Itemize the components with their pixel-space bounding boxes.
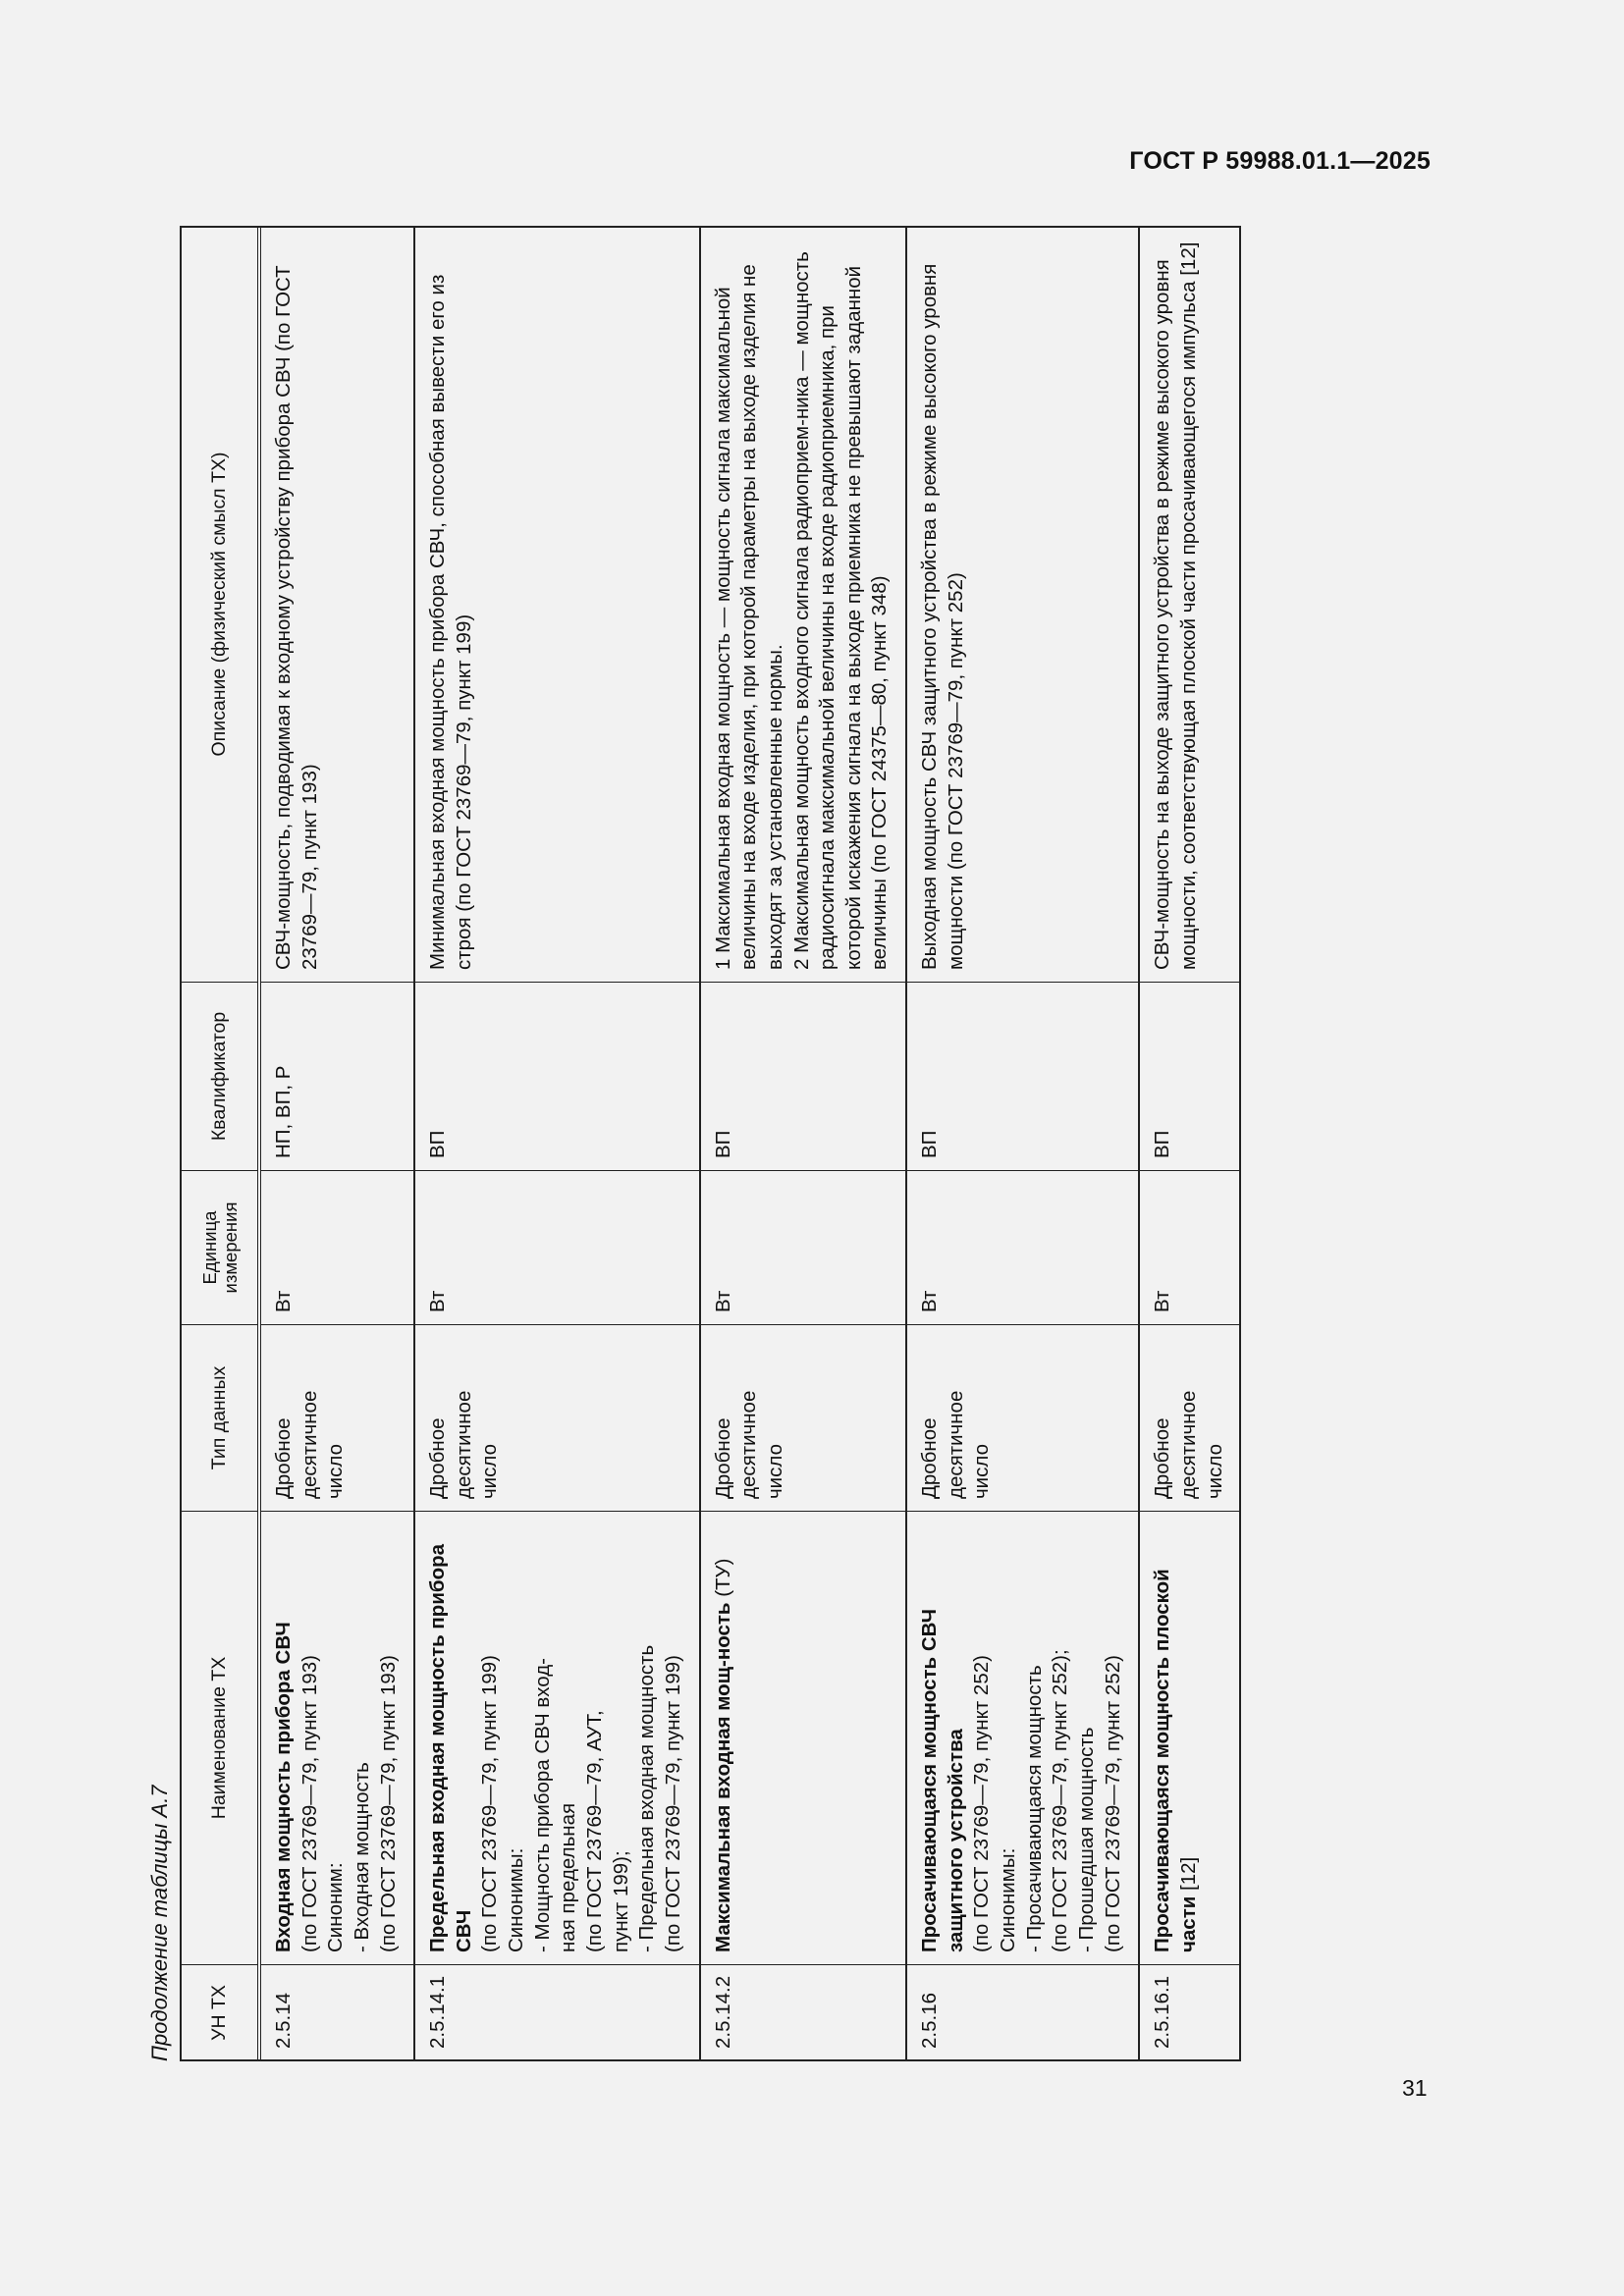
name-suffix: (ТУ) [711, 1558, 734, 1603]
name-bold: Входная мощность прибора СВЧ [272, 1622, 295, 1952]
cell-description [1139, 227, 1240, 983]
table-row [700, 227, 906, 2061]
table-caption: Продолжение таблицы А.7 [147, 1785, 172, 2061]
name-line: Синоним: [324, 1862, 348, 1952]
cell-description [906, 227, 1139, 983]
table-row [1139, 227, 1240, 2061]
rotated-table-block [147, 226, 1389, 2061]
description-line: Выходная мощность СВЧ защитного устройства в режиме высокого уровня мощности (по ГОСТ 23769—79, пункт 252) [918, 263, 967, 970]
cell-code: 2.5.16.1 [1139, 1965, 1240, 2061]
name-line: (по ГОСТ 23769—79, пункт 193) [298, 1655, 321, 1952]
name-bold: Просачивающаяся мощность плоской части [1151, 1569, 1200, 1952]
name-line: - Предельная входная мощность [635, 1644, 659, 1952]
name-suffix: [12] [1176, 1856, 1200, 1896]
cell-unit: Вт [259, 1171, 414, 1325]
cell-name [259, 1512, 414, 1965]
cell-name [906, 1512, 1139, 1965]
col-header-description: Описание (физический смысл ТХ) [181, 227, 260, 983]
table-row [414, 227, 699, 2061]
cell-qualifier: ВП [1139, 983, 1240, 1171]
col-header-unit: Единица измерения [181, 1171, 260, 1325]
cell-qualifier: НП, ВП, Р [259, 983, 414, 1171]
name-line: (по ГОСТ 23769—79, пункт 252); [1049, 1649, 1072, 1952]
cell-name [414, 1512, 699, 1965]
description-line: Минимальная входная мощность прибора СВЧ, способная вывести его из строя (по ГОСТ 23769—79, пункт 199) [426, 274, 475, 970]
name-line: (по ГОСТ 23769—79, пункт 252) [1101, 1655, 1124, 1952]
cell-data-type: Дробное десятичное число [1139, 1325, 1240, 1512]
description-line: 2 Максимальная мощность входного сигнала радиоприем-ника — мощность радиосигнала максимальной величины на входе радиоприемника, при которой искажения сигнала на выходе приемника не превышают заданной величины (по ГОСТ 24375—80, пункт 348) [789, 251, 892, 970]
cell-code: 2.5.16 [906, 1965, 1139, 2061]
col-header-name: Наименование ТХ [181, 1512, 260, 1965]
cell-qualifier: ВП [906, 983, 1139, 1171]
name-line: Синонимы: [505, 1847, 528, 1952]
cell-name [1139, 1512, 1240, 1965]
table-row [259, 227, 414, 2061]
cell-qualifier: ВП [700, 983, 906, 1171]
name-line: - Входная мощность [350, 1762, 373, 1952]
name-line: ная предельная [557, 1802, 580, 1952]
cell-unit: Вт [414, 1171, 699, 1325]
cell-description [414, 227, 699, 983]
document-code: ГОСТ Р 59988.01.1—2025 [1129, 147, 1431, 175]
name-line: пункт 199); [609, 1850, 632, 1952]
cell-code: 2.5.14.2 [700, 1965, 906, 2061]
name-line: (по ГОСТ 23769—79, пункт 193) [376, 1655, 400, 1952]
cell-code: 2.5.14 [259, 1965, 414, 2061]
table-header-row [181, 227, 260, 2061]
cell-description [700, 227, 906, 983]
cell-name [700, 1512, 906, 1965]
cell-data-type: Дробное десятичное число [906, 1325, 1139, 1512]
name-line: (по ГОСТ 23769—79, пункт 199) [478, 1655, 502, 1952]
table-body [259, 227, 1241, 2061]
name-line: - Прошедшая мощность [1074, 1727, 1098, 1952]
name-line: Синонимы: [997, 1847, 1020, 1952]
name-line: - Мощность прибора СВЧ вход- [530, 1658, 554, 1952]
page-number: 31 [1402, 2075, 1428, 2101]
col-header-code: УН ТХ [181, 1965, 260, 2061]
cell-data-type: Дробное десятичное число [259, 1325, 414, 1512]
name-line: (по ГОСТ 23769—79, пункт 199) [661, 1655, 684, 1952]
col-header-type: Тип данных [181, 1325, 260, 1512]
characteristics-table [180, 226, 1241, 2061]
name-line: - Просачивающаяся мощность [1022, 1665, 1046, 1952]
col-header-qualifier: Квалификатор [181, 983, 260, 1171]
description-line: СВЧ-мощность, подводимая к входному устройству прибора СВЧ (по ГОСТ 23769—79, пункт 193) [272, 265, 321, 970]
cell-description [259, 227, 414, 983]
cell-unit: Вт [1139, 1171, 1240, 1325]
name-line: (по ГОСТ 23769—79, пункт 252) [970, 1655, 994, 1952]
name-bold: Максимальная входная мощ-ность [711, 1602, 734, 1952]
cell-unit: Вт [906, 1171, 1139, 1325]
cell-code: 2.5.14.1 [414, 1965, 699, 2061]
cell-data-type: Дробное десятичное число [414, 1325, 699, 1512]
description-line: СВЧ-мощность на выходе защитного устройства в режиме высокого уровня мощности, соответствующая плоской части просачивающегося импульса [12] [1151, 241, 1200, 970]
description-line: 1 Максимальная входная мощность — мощность сигнала максимальной величины на входе изделия, при которой параметры на выходе изделия не выходят за установленные нормы. [711, 264, 786, 970]
cell-data-type: Дробное десятичное число [700, 1325, 906, 1512]
name-bold: Просачивающаяся мощность СВЧ защитного устройства [918, 1608, 967, 1952]
cell-qualifier: ВП [414, 983, 699, 1171]
table-row [906, 227, 1139, 2061]
name-bold: Предельная входная мощность прибора СВЧ [426, 1543, 475, 1952]
cell-unit: Вт [700, 1171, 906, 1325]
name-line: (по ГОСТ 23769—79, АУТ, [583, 1710, 607, 1952]
